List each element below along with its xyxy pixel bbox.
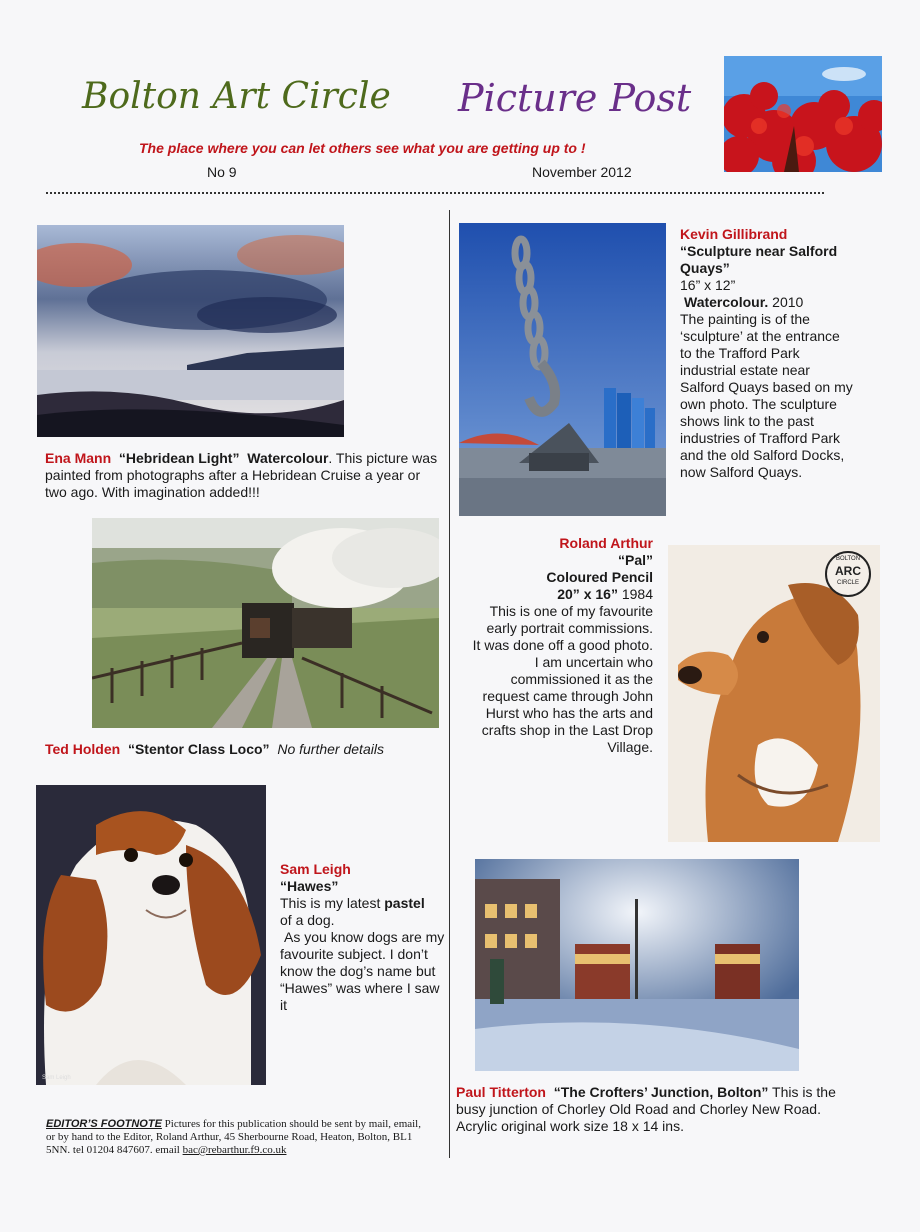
roland-line-6: Hurst who has the arts and <box>485 705 653 721</box>
kevin-medium: Watercolour. <box>684 294 769 310</box>
sam-caption <box>280 861 445 1014</box>
tagline: The place where you can let others see what you are getting up to ! <box>139 140 586 156</box>
ena-artist: Ena Mann <box>45 450 112 466</box>
kevin-year: 2010 <box>768 294 804 310</box>
roland-line-3: I am uncertain who <box>534 654 653 670</box>
issue-number: No 9 <box>207 164 237 180</box>
hawes-dog-pastel <box>36 785 266 1085</box>
roland-year: 1984 <box>617 586 653 602</box>
sam-title: “Hawes” <box>280 878 339 894</box>
ted-caption <box>45 741 440 758</box>
sam-artist: Sam Leigh <box>280 861 351 877</box>
roland-line-1: early portrait commissions. <box>486 620 653 636</box>
roland-title: “Pal” <box>617 552 653 568</box>
footnote-label: EDITOR’S FOOTNOTE <box>46 1118 162 1130</box>
hebridean-light-painting <box>37 225 344 437</box>
paul-title: “The Crofters’ Junction, Bolton” <box>553 1084 769 1100</box>
paul-artist: Paul Titterton <box>456 1084 546 1100</box>
kevin-caption <box>680 226 855 481</box>
roland-line-0: This is one of my favourite <box>489 603 653 619</box>
kevin-title: “Sculpture near Salford Quays” <box>680 243 838 276</box>
roland-size: 20” x 16” <box>557 586 618 602</box>
stamp-mid: ARC <box>835 564 861 578</box>
sam-line2: of a dog. <box>280 912 335 928</box>
salford-sculpture-painting <box>459 223 666 516</box>
editor-email-link[interactable]: bac@rebarthur.f9.co.uk <box>182 1144 287 1156</box>
arc-stamp <box>825 551 871 597</box>
footnote-text: Pictures for this publication should be sent by mail, email, or by hand to the Editor, Roland Arthur, 45 Sherbourne Road, Heaton, Bolton, BL1 5NN. tel 01204 847607. email <box>46 1118 421 1156</box>
stamp-bottom: CIRCLE <box>836 580 859 586</box>
stentor-loco-painting <box>92 518 439 728</box>
paul-text: This is the busy junction of Chorley Old Road and Chorley New Road. Acrylic original work size 18 x 14 ins. <box>456 1084 836 1134</box>
paul-caption <box>456 1084 856 1135</box>
roland-line-2: It was done off a good photo. <box>472 637 653 653</box>
ena-medium: Watercolour <box>247 450 329 466</box>
roland-artist: Roland Arthur <box>559 535 653 551</box>
ted-artist: Ted Holden <box>45 741 121 757</box>
kevin-artist: Kevin Gillibrand <box>680 226 788 242</box>
editors-footnote <box>46 1118 432 1157</box>
publication-title: Picture Post <box>458 76 692 120</box>
stamp-top: BOLTON <box>835 556 861 562</box>
roland-line-8: Village. <box>607 739 653 755</box>
ena-title: “Hebridean Light” <box>118 450 240 466</box>
column-divider <box>449 210 450 1158</box>
roland-caption <box>456 535 653 756</box>
ted-note: No further details <box>277 741 384 757</box>
roland-line-7: crafts shop in the Last Drop <box>481 722 653 738</box>
sam-text: As you know dogs are my favourite subject. I don’t know the dog’s name but “Hawes” was where I saw it <box>280 929 445 1013</box>
kevin-text: The painting is of the ‘sculpture’ at the entrance to the Trafford Park industrial estate near Salford Quays based on my own photo. The sculpture shows link to the past industries of Trafford Park and the old Salford Docks, now Salford Quays. <box>680 311 853 480</box>
ena-caption <box>45 450 440 501</box>
pal-dog-drawing <box>668 545 880 842</box>
roland-medium: Coloured Pencil <box>546 569 653 585</box>
header-divider <box>46 192 824 194</box>
issue-date: November 2012 <box>532 164 632 180</box>
sam-medium: pastel <box>384 895 425 911</box>
kevin-size: 16” x 12” <box>680 277 736 293</box>
roland-line-4: commissioned it as the <box>510 671 653 687</box>
header-tree-photo <box>724 56 882 172</box>
sam-line1: This is my latest <box>280 895 385 911</box>
ena-text: . This picture was painted from photographs after a Hebridean Cruise a year or two ago. With imagination added!!! <box>45 450 438 500</box>
roland-line-5: request came through John <box>482 688 653 704</box>
crofters-junction-painting <box>475 859 799 1071</box>
org-name: Bolton Art Circle <box>82 76 391 117</box>
ted-title: “Stentor Class Loco” <box>127 741 270 757</box>
hawes-signature: Sam Leigh <box>42 1075 71 1081</box>
